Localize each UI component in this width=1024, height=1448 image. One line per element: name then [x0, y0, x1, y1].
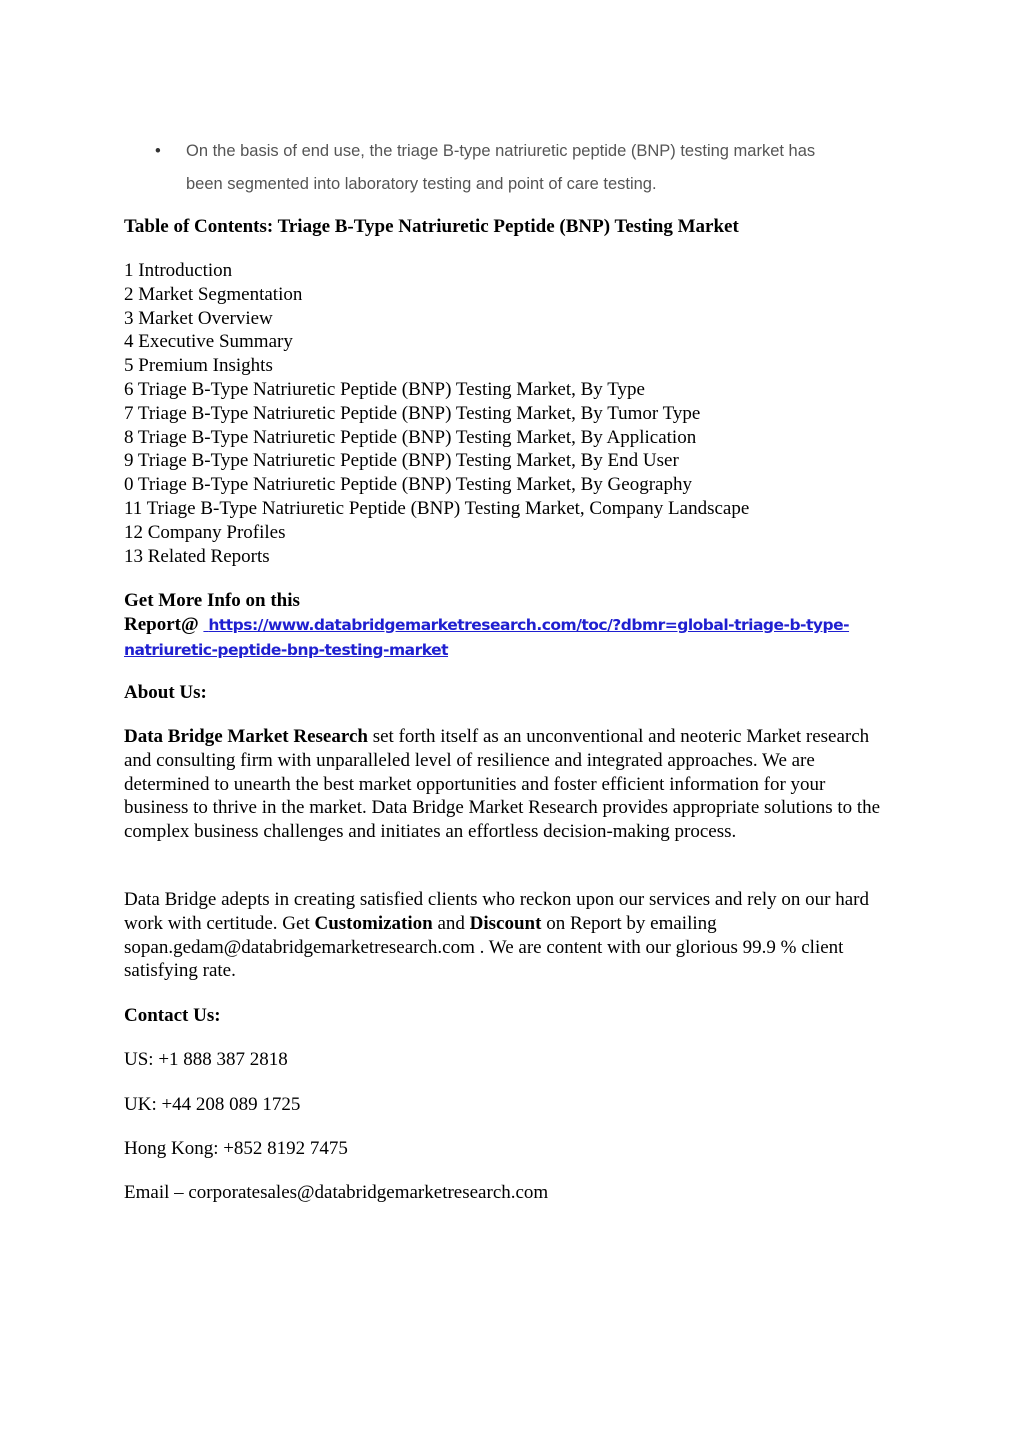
toc-item: 11 Triage B-Type Natriuretic Peptide (BNP) Testing Market, Company Landscape: [124, 497, 750, 519]
contact-hk-phone: Hong Kong: +852 8192 7475: [124, 1138, 348, 1159]
toc-item: 8 Triage B-Type Natriuretic Peptide (BNP) Testing Market, By Application: [124, 426, 697, 448]
about-p1-text: set forth itself as an unconventional and neoteric Market research and consulting firm with unparalleled level of resilience and integrated approaches. We are determined to unearth the best market opportunities and foster efficient information for your business to thrive in the market. Data Bridge Market Research provides appropriate solutions to the complex business challenges and initiates an effortless decision-making process.: [124, 726, 881, 843]
toc-item: 4 Executive Summary: [124, 331, 293, 353]
bullet-line-2: been segmented into laboratory testing and point of care testing.: [186, 175, 657, 193]
more-info-heading: Get More Info on this: [124, 590, 300, 611]
about-paragraph-1: [124, 725, 894, 844]
toc-item: 2 Market Segmentation: [124, 283, 303, 305]
toc-item: 7 Triage B-Type Natriuretic Peptide (BNP) Testing Market, By Tumor Type: [124, 402, 701, 424]
toc-title: Table of Contents: Triage B-Type Natriuretic Peptide (BNP) Testing Market: [124, 216, 739, 237]
about-p2-text-b: and: [432, 912, 470, 934]
toc-item: 9 Triage B-Type Natriuretic Peptide (BNP) Testing Market, By End User: [124, 450, 679, 472]
toc-item: 0 Triage B-Type Natriuretic Peptide (BNP) Testing Market, By Geography: [124, 474, 692, 496]
report-toc-link[interactable]: [124, 613, 850, 659]
contact-uk-phone: UK: +44 208 089 1725: [124, 1094, 301, 1115]
more-info-link-line: [124, 613, 904, 663]
contact-email: Email – corporatesales@databridgemarketresearch.com: [124, 1182, 549, 1203]
bullet-line-1: On the basis of end use, the triage B-type natriuretic peptide (BNP) testing market has: [186, 142, 816, 160]
toc-list: [124, 259, 749, 568]
bullet-dot-icon: •: [155, 142, 161, 160]
about-title: About Us:: [124, 682, 207, 703]
toc-item: 1 Introduction: [124, 260, 233, 281]
contact-us-phone: US: +1 888 387 2818: [124, 1049, 288, 1070]
contact-title: Contact Us:: [124, 1005, 221, 1026]
more-info-section: [124, 589, 904, 662]
customization-label: Customization: [314, 912, 433, 934]
toc-item: 3 Market Overview: [124, 307, 273, 329]
end-use-bullet: [124, 135, 904, 201]
toc-item: 5 Premium Insights: [124, 355, 273, 377]
bullet-text: [186, 135, 904, 201]
toc-item: 12 Company Profiles: [124, 521, 286, 543]
discount-label: Discount: [469, 912, 542, 934]
report-link-line-2: natriuretic-peptide-bnp-testing-market: [124, 640, 449, 659]
about-p2-text-a: Data Bridge adepts in creating satisfied clients who reckon upon our services and rely on our hard work with certitude. Get: [124, 889, 869, 934]
about-paragraph-2: [124, 888, 894, 983]
toc-item: 13 Related Reports: [124, 545, 270, 567]
report-at-label: Report@: [124, 613, 199, 635]
company-name: Data Bridge Market Research: [124, 726, 368, 747]
toc-item: 6 Triage B-Type Natriuretic Peptide (BNP) Testing Market, By Type: [124, 378, 645, 400]
about-p2-text-c: on Report by emailing sopan.gedam@databridgemarketresearch.com . We are content with our glorious 99.9 % client satisfying rate.: [124, 912, 844, 982]
report-link-line-1: https://www.databridgemarketresearch.com/toc/?dbmr=global-triage-b-type-: [208, 615, 850, 634]
